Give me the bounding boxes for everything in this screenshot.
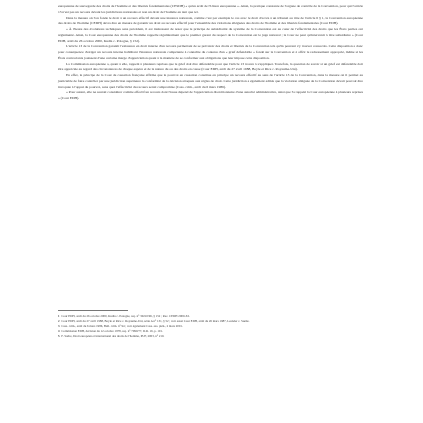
paragraph: européenne de sauvegarde des droits de l'homme et des libertés fondamentales (CESDH) « qu'un arrêt de l'Union européenne ». Ainsi, la pratique constante de l'organe de contrôle de la Convention, pour qui l'article 13 n'est pas un recours devant les juridictions nationales et non un droit de l'homme en tant que tel. bbox=[58, 4, 363, 14]
footnotes bbox=[58, 310, 363, 339]
footnote-number: 3 bbox=[58, 323, 60, 328]
footnote bbox=[58, 334, 363, 339]
paragraph: « À l'heure des évolutions techniques sans précédent, il est intéressant de noter que le principe de subsidiarité du système de la Convention est au cœur de l'effectivité des droits que les États parties ont réglementé. Ainsi, la Cour européenne des droits de l'homme rappelle régulièrement que le premier garant du respect de la Convention est le juge national ; la Cour ne peut qu'intervenir à titre subsidiaire » (Cour EDH, arrêt du 26 octobre 2000, Kudła c. Pologne, § 152). bbox=[58, 27, 363, 43]
footnote-text: Cass. crim., arrêt du 6 mars 1986, Bull. crim. n° 94 ; voir également Cass. ass. plén., 2 mars 2001. bbox=[61, 323, 183, 328]
body-text bbox=[58, 4, 363, 102]
paragraph: La Commission européenne a, quant à elle, rappelé à plusieurs reprises que le grief doit être défendable pour que l'article 13 trouve à s'appliquer. Toutefois, la question de savoir si un grief est défendable doit être appréciée au regard des circonstances de chaque espèce et de la nature du ou des droits en cause (Cour EDH, arrêt du 27 avril 1988, Boyle et Rice c. Royaume-Uni). bbox=[58, 61, 363, 72]
paragraph: « Pour autant, elle ne saurait considérer comme effectif un recours dont l'issue dépend de l'appréciation discrétionnaire d'une autorité administrative, ainsi que l'a rappelé la Cour européenne à plusieurs reprises » (Cour EDH). bbox=[58, 90, 363, 100]
footnote-number: 1 bbox=[58, 314, 60, 318]
footnote-text: Commission EDH, décision du 12 octobre 1978, req. n° 7990/77, D.R. 16, p. 101. bbox=[61, 328, 163, 333]
footnote-text: Cour EDH, arrêt du 27 avril 1988, Boyle et Rice c. Royaume-Uni, série A n° 131, § 52 ; voir aussi Cour EDH, arrêt du 26 mars 1987, Leander c. Suède. bbox=[61, 318, 250, 323]
footnote-divider bbox=[58, 310, 128, 311]
footnote-number: 5 bbox=[58, 333, 60, 338]
footnote-number: 2 bbox=[58, 318, 60, 323]
footnote-text: Cour EDH, arrêt du 26 octobre 2000, Kudła c. Pologne, req. n° 30210/96, § 152 ; Rec. CEDH 2000-XI. bbox=[61, 314, 190, 318]
paragraph: Dans la mesure où l'on fonde le droit à un recours effectif devant une instance nationale, comme c'est par exemple le cas avec le droit d'accès à un tribunal au titre de l'article 6 § 1, la Convention européenne des droits de l'homme (CEDH) devra être en mesure de garantir un droit au recours effectif pour l'ensemble des violations alléguées des droits de l'homme et des libertés fondamentales (Cour EDH). bbox=[58, 15, 363, 26]
paragraph: L'article 13 de la Convention garantit l'existence en droit interne d'un recours permettant de se prévaloir des droits et libertés de la Convention tels qu'ils peuvent s'y trouver consacrés. Cette disposition a donc pour conséquence d'exiger un recours interne habilitant l'instance nationale compétente à connaître du contenu d'un « grief défendable » fondé sur la Convention et à offrir le redressement approprié, même si les États contractants jouissent d'une certaine marge d'appréciation quant à la manière de se conformer aux obligations que leur impose cette disposition. bbox=[58, 44, 363, 60]
footnote-number: 4 bbox=[58, 328, 60, 333]
paragraph: En effet, le principe de la Cour de cassation française affirme que le pourvoi en cassation constitue en principe un recours effectif au sens de l'article 13 de la Convention, dans la mesure où il permet au justiciable de faire contrôler par une juridiction supérieure la conformité de la décision attaquée aux règles de droit. Cette juridiction a également admis que la violation alléguée de la Convention devait pouvoir être invoquée à l'appui du pourvoi, sans quoi l'effectivité du recours serait compromise (Cass. crim., arrêt du 6 mars 1986). bbox=[58, 73, 363, 89]
footnote-text: F. Sudre, Droit européen et international des droits de l'homme, PUF, 2003, n° 210. bbox=[61, 333, 165, 338]
